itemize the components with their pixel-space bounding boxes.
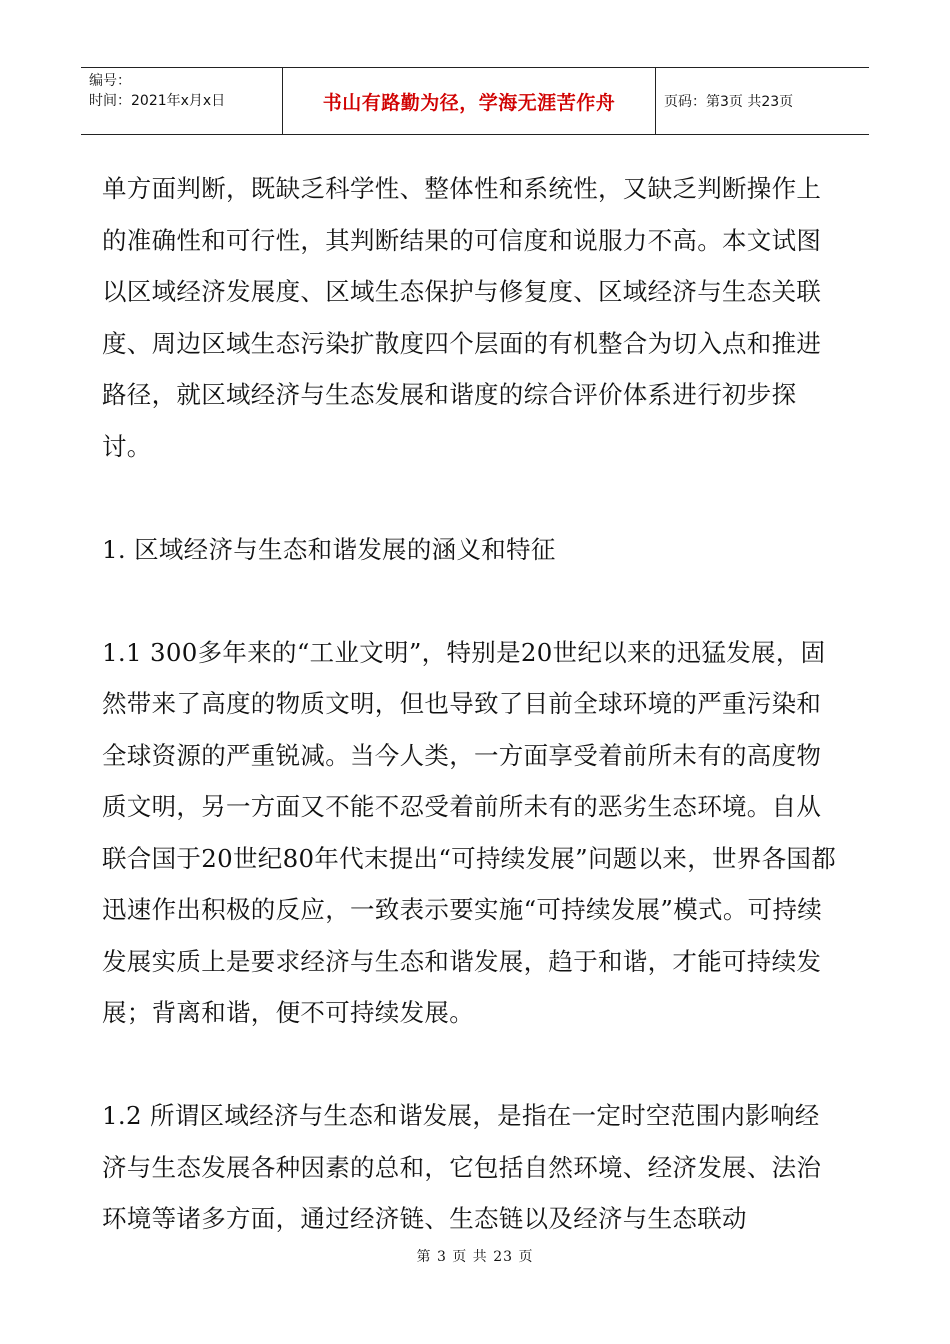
page-footer: 第 3 页 共 23 页 xyxy=(416,1249,534,1265)
doc-time-label: 时间：2021年x月x日 xyxy=(89,93,226,109)
paragraph-intro-continued: 单方面判断，既缺乏科学性、整体性和系统性，又缺乏判断操作上的准确性和可行性，其判断结果的可信度和说服力不高。本文试图以区域经济发展度、区域生态保护与修复度、区域经济与生态关联度、周边区域生态污染扩散度四个层面的有机整合为切入点和推进路径，就区域经济与生态发展和谐度的综合评价体系进行初步探讨。 xyxy=(102,174,822,461)
header-motto: 书山有路勤为径，学海无涯苦作舟 xyxy=(283,68,656,134)
header-page-info: 页码：第3页 共23页 xyxy=(664,94,794,110)
paragraph-1-2: 1.2 所谓区域经济与生态和谐发展，是指在一定时空范围内影响经济与生态发展各种因素的总和，它包括自然环境、经济发展、法治环境等诸多方面，通过经济链、生态链以及经济与生态联动 xyxy=(102,1101,822,1233)
paragraph-1-1: 1.1 300多年来的“工业文明”，特别是20世纪以来的迅猛发展，固然带来了高度的物质文明，但也导致了目前全球环境的严重污染和全球资源的严重锐减。当今人类，一方面享受着前所未有的高度物质文明，另一方面又不能不忍受着前所未有的恶劣生态环境。自从联合国于20世纪80年代末提出“可持续发展”问题以来，世界各国都迅速作出积极的反应，一致表示要实施“可持续发展”模式。可持续发展实质上是要求经济与生态和谐发展，趋于和谐，才能可持续发展；背离和谐，便不可持续发展。 xyxy=(102,637,836,1027)
document-body xyxy=(102,163,842,1245)
page-header xyxy=(81,67,869,135)
doc-number-label: 编号： xyxy=(89,73,131,89)
section-heading-1: 1. 区域经济与生态和谐发展的涵义和特征 xyxy=(102,534,556,564)
header-meta xyxy=(81,68,283,134)
